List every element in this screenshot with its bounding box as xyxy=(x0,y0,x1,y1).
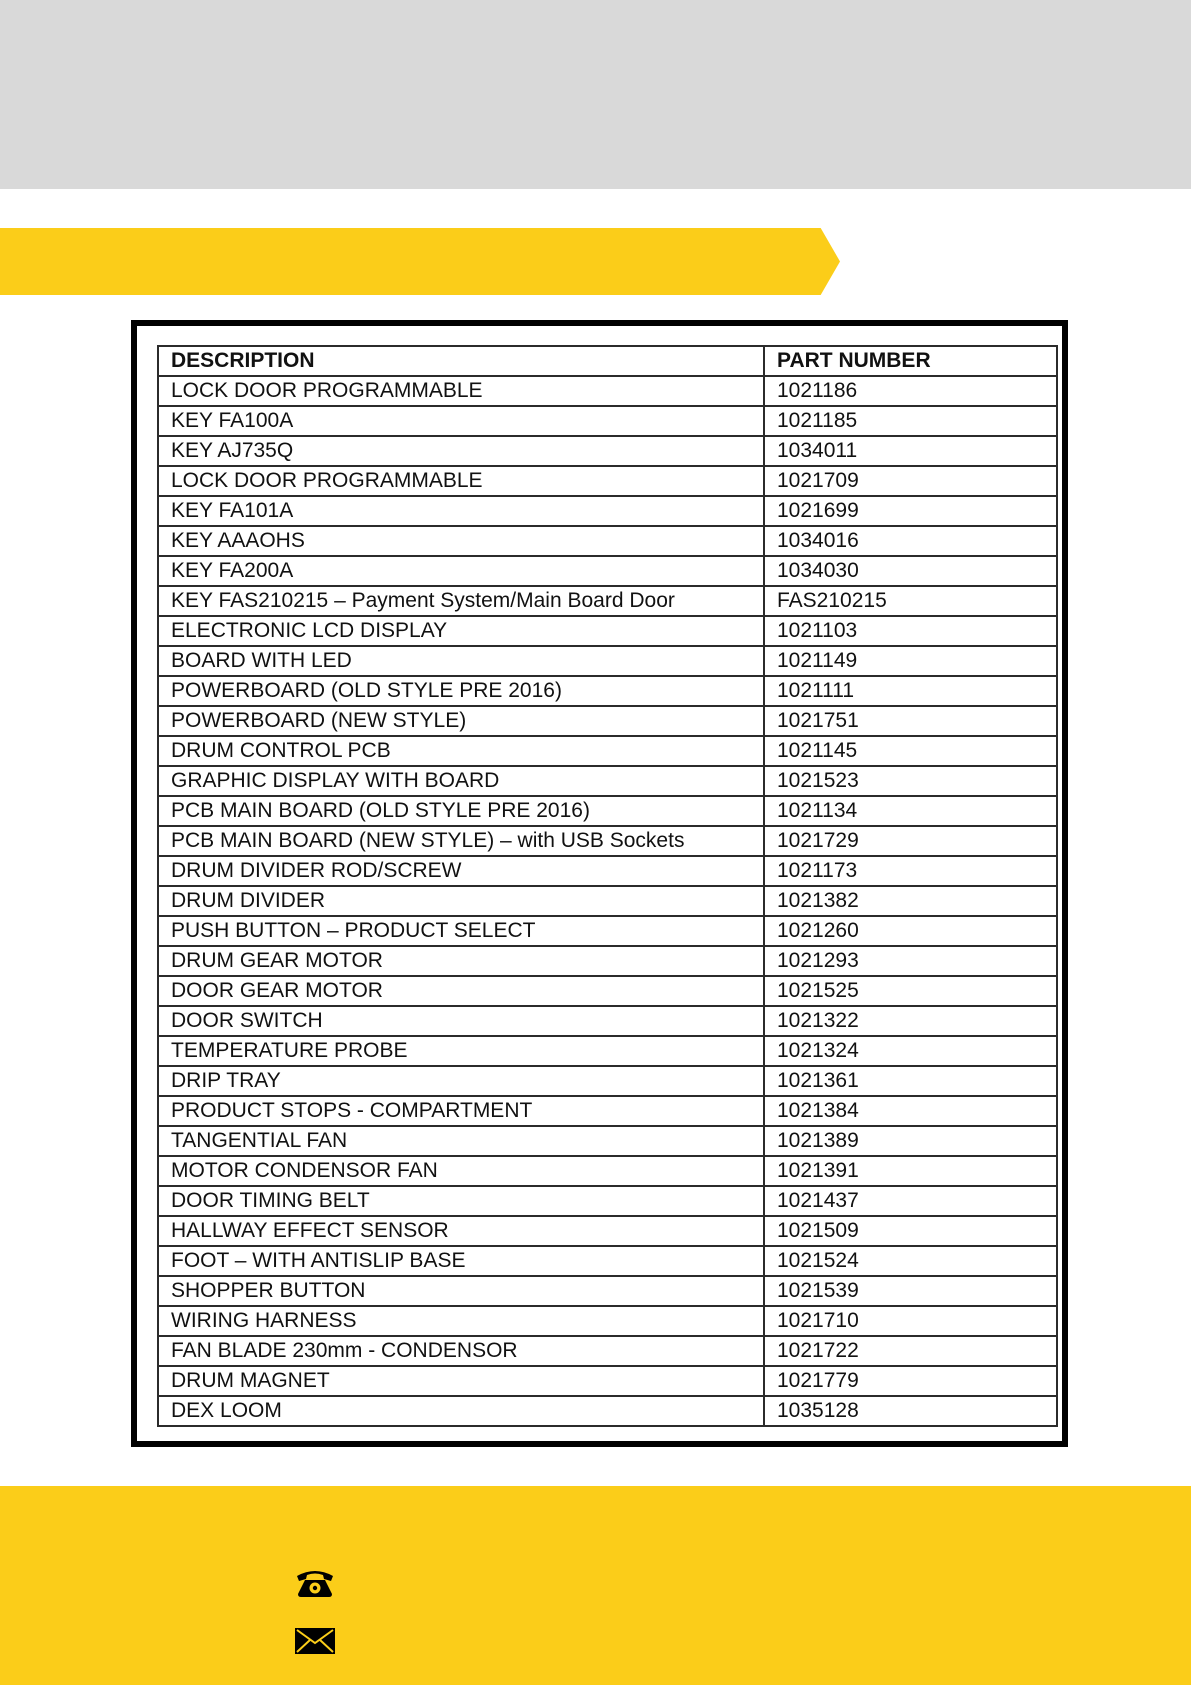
cell-description: LOCK DOOR PROGRAMMABLE xyxy=(158,376,764,406)
header-band xyxy=(0,0,1191,189)
cell-part-number: 1021145 xyxy=(764,736,1057,766)
cell-part-number: 1021149 xyxy=(764,646,1057,676)
table-row xyxy=(158,1066,1057,1096)
cell-description: KEY FA100A xyxy=(158,406,764,436)
table-row xyxy=(158,1246,1057,1276)
table-row xyxy=(158,526,1057,556)
table-row xyxy=(158,1186,1057,1216)
cell-part-number: 1021523 xyxy=(764,766,1057,796)
cell-description: KEY AAAOHS xyxy=(158,526,764,556)
cell-part-number: 1021389 xyxy=(764,1126,1057,1156)
cell-description: POWERBOARD (NEW STYLE) xyxy=(158,706,764,736)
cell-description: PUSH BUTTON – PRODUCT SELECT xyxy=(158,916,764,946)
table-row xyxy=(158,466,1057,496)
cell-description: HALLWAY EFFECT SENSOR xyxy=(158,1216,764,1246)
cell-part-number: 1021539 xyxy=(764,1276,1057,1306)
table-row xyxy=(158,616,1057,646)
cell-part-number: 1021103 xyxy=(764,616,1057,646)
parts-table-body xyxy=(158,376,1057,1426)
cell-part-number: 1021134 xyxy=(764,796,1057,826)
cell-description: FOOT – WITH ANTISLIP BASE xyxy=(158,1246,764,1276)
table-row xyxy=(158,1096,1057,1126)
table-row xyxy=(158,1306,1057,1336)
cell-description: SHOPPER BUTTON xyxy=(158,1276,764,1306)
cell-description: BOARD WITH LED xyxy=(158,646,764,676)
mail-icon xyxy=(294,1625,336,1657)
cell-part-number: 1021437 xyxy=(764,1186,1057,1216)
cell-description: WIRING HARNESS xyxy=(158,1306,764,1336)
cell-description: KEY FA101A xyxy=(158,496,764,526)
cell-part-number: 1021111 xyxy=(764,676,1057,706)
table-header-row xyxy=(158,346,1057,376)
table-row xyxy=(158,1156,1057,1186)
cell-part-number: 1021710 xyxy=(764,1306,1057,1336)
table-row xyxy=(158,736,1057,766)
cell-part-number: 1021391 xyxy=(764,1156,1057,1186)
cell-description: TEMPERATURE PROBE xyxy=(158,1036,764,1066)
cell-part-number: 1021384 xyxy=(764,1096,1057,1126)
cell-description: FAN BLADE 230mm - CONDENSOR xyxy=(158,1336,764,1366)
table-row xyxy=(158,706,1057,736)
table-row xyxy=(158,1276,1057,1306)
column-header-part-number: PART NUMBER xyxy=(764,346,1057,376)
table-row xyxy=(158,1366,1057,1396)
cell-part-number: 1034011 xyxy=(764,436,1057,466)
cell-description: GRAPHIC DISPLAY WITH BOARD xyxy=(158,766,764,796)
table-row xyxy=(158,1036,1057,1066)
cell-description: KEY AJ735Q xyxy=(158,436,764,466)
cell-description: PCB MAIN BOARD (NEW STYLE) – with USB Sockets xyxy=(158,826,764,856)
table-row xyxy=(158,376,1057,406)
cell-part-number: 1034030 xyxy=(764,556,1057,586)
table-row xyxy=(158,1006,1057,1036)
cell-description: DOOR SWITCH xyxy=(158,1006,764,1036)
table-row xyxy=(158,886,1057,916)
cell-description: PRODUCT STOPS - COMPARTMENT xyxy=(158,1096,764,1126)
footer-band xyxy=(0,1486,1191,1685)
cell-description: DRUM GEAR MOTOR xyxy=(158,946,764,976)
table-row xyxy=(158,646,1057,676)
table-row xyxy=(158,766,1057,796)
cell-description: LOCK DOOR PROGRAMMABLE xyxy=(158,466,764,496)
cell-part-number: 1021699 xyxy=(764,496,1057,526)
table-row xyxy=(158,976,1057,1006)
cell-part-number: 1035128 xyxy=(764,1396,1057,1426)
cell-description: POWERBOARD (OLD STYLE PRE 2016) xyxy=(158,676,764,706)
cell-part-number: 1021524 xyxy=(764,1246,1057,1276)
table-row xyxy=(158,1216,1057,1246)
cell-part-number: 1021382 xyxy=(764,886,1057,916)
cell-part-number: 1021722 xyxy=(764,1336,1057,1366)
cell-description: PCB MAIN BOARD (OLD STYLE PRE 2016) xyxy=(158,796,764,826)
cell-description: DEX LOOM xyxy=(158,1396,764,1426)
table-row xyxy=(158,496,1057,526)
table-row xyxy=(158,1336,1057,1366)
cell-part-number: 1021186 xyxy=(764,376,1057,406)
table-row xyxy=(158,796,1057,826)
table-row xyxy=(158,826,1057,856)
cell-description: DRIP TRAY xyxy=(158,1066,764,1096)
cell-part-number: 1021173 xyxy=(764,856,1057,886)
cell-part-number: 1021324 xyxy=(764,1036,1057,1066)
cell-description: DOOR GEAR MOTOR xyxy=(158,976,764,1006)
cell-part-number: 1021709 xyxy=(764,466,1057,496)
cell-part-number: 1021185 xyxy=(764,406,1057,436)
cell-part-number: 1021509 xyxy=(764,1216,1057,1246)
cell-description: MOTOR CONDENSOR FAN xyxy=(158,1156,764,1186)
table-row xyxy=(158,586,1057,616)
table-row xyxy=(158,676,1057,706)
cell-part-number: 1021260 xyxy=(764,916,1057,946)
cell-part-number: FAS210215 xyxy=(764,586,1057,616)
parts-table-frame xyxy=(131,320,1068,1447)
cell-part-number: 1021779 xyxy=(764,1366,1057,1396)
cell-description: DRUM CONTROL PCB xyxy=(158,736,764,766)
cell-part-number: 1034016 xyxy=(764,526,1057,556)
cell-description: DOOR TIMING BELT xyxy=(158,1186,764,1216)
cell-description: DRUM MAGNET xyxy=(158,1366,764,1396)
table-row xyxy=(158,856,1057,886)
table-row xyxy=(158,1126,1057,1156)
cell-description: DRUM DIVIDER xyxy=(158,886,764,916)
cell-part-number: 1021525 xyxy=(764,976,1057,1006)
table-row xyxy=(158,916,1057,946)
column-header-description: DESCRIPTION xyxy=(158,346,764,376)
parts-table xyxy=(157,345,1058,1427)
cell-description: KEY FAS210215 – Payment System/Main Board Door xyxy=(158,586,764,616)
table-row xyxy=(158,1396,1057,1426)
phone-icon xyxy=(294,1566,336,1598)
cell-part-number: 1021293 xyxy=(764,946,1057,976)
cell-description: DRUM DIVIDER ROD/SCREW xyxy=(158,856,764,886)
cell-part-number: 1021322 xyxy=(764,1006,1057,1036)
cell-part-number: 1021751 xyxy=(764,706,1057,736)
table-row xyxy=(158,406,1057,436)
cell-description: ELECTRONIC LCD DISPLAY xyxy=(158,616,764,646)
cell-part-number: 1021361 xyxy=(764,1066,1057,1096)
cell-description: TANGENTIAL FAN xyxy=(158,1126,764,1156)
table-row xyxy=(158,556,1057,586)
table-row xyxy=(158,946,1057,976)
table-row xyxy=(158,436,1057,466)
section-banner-arrow xyxy=(0,228,840,295)
cell-description: KEY FA200A xyxy=(158,556,764,586)
cell-part-number: 1021729 xyxy=(764,826,1057,856)
